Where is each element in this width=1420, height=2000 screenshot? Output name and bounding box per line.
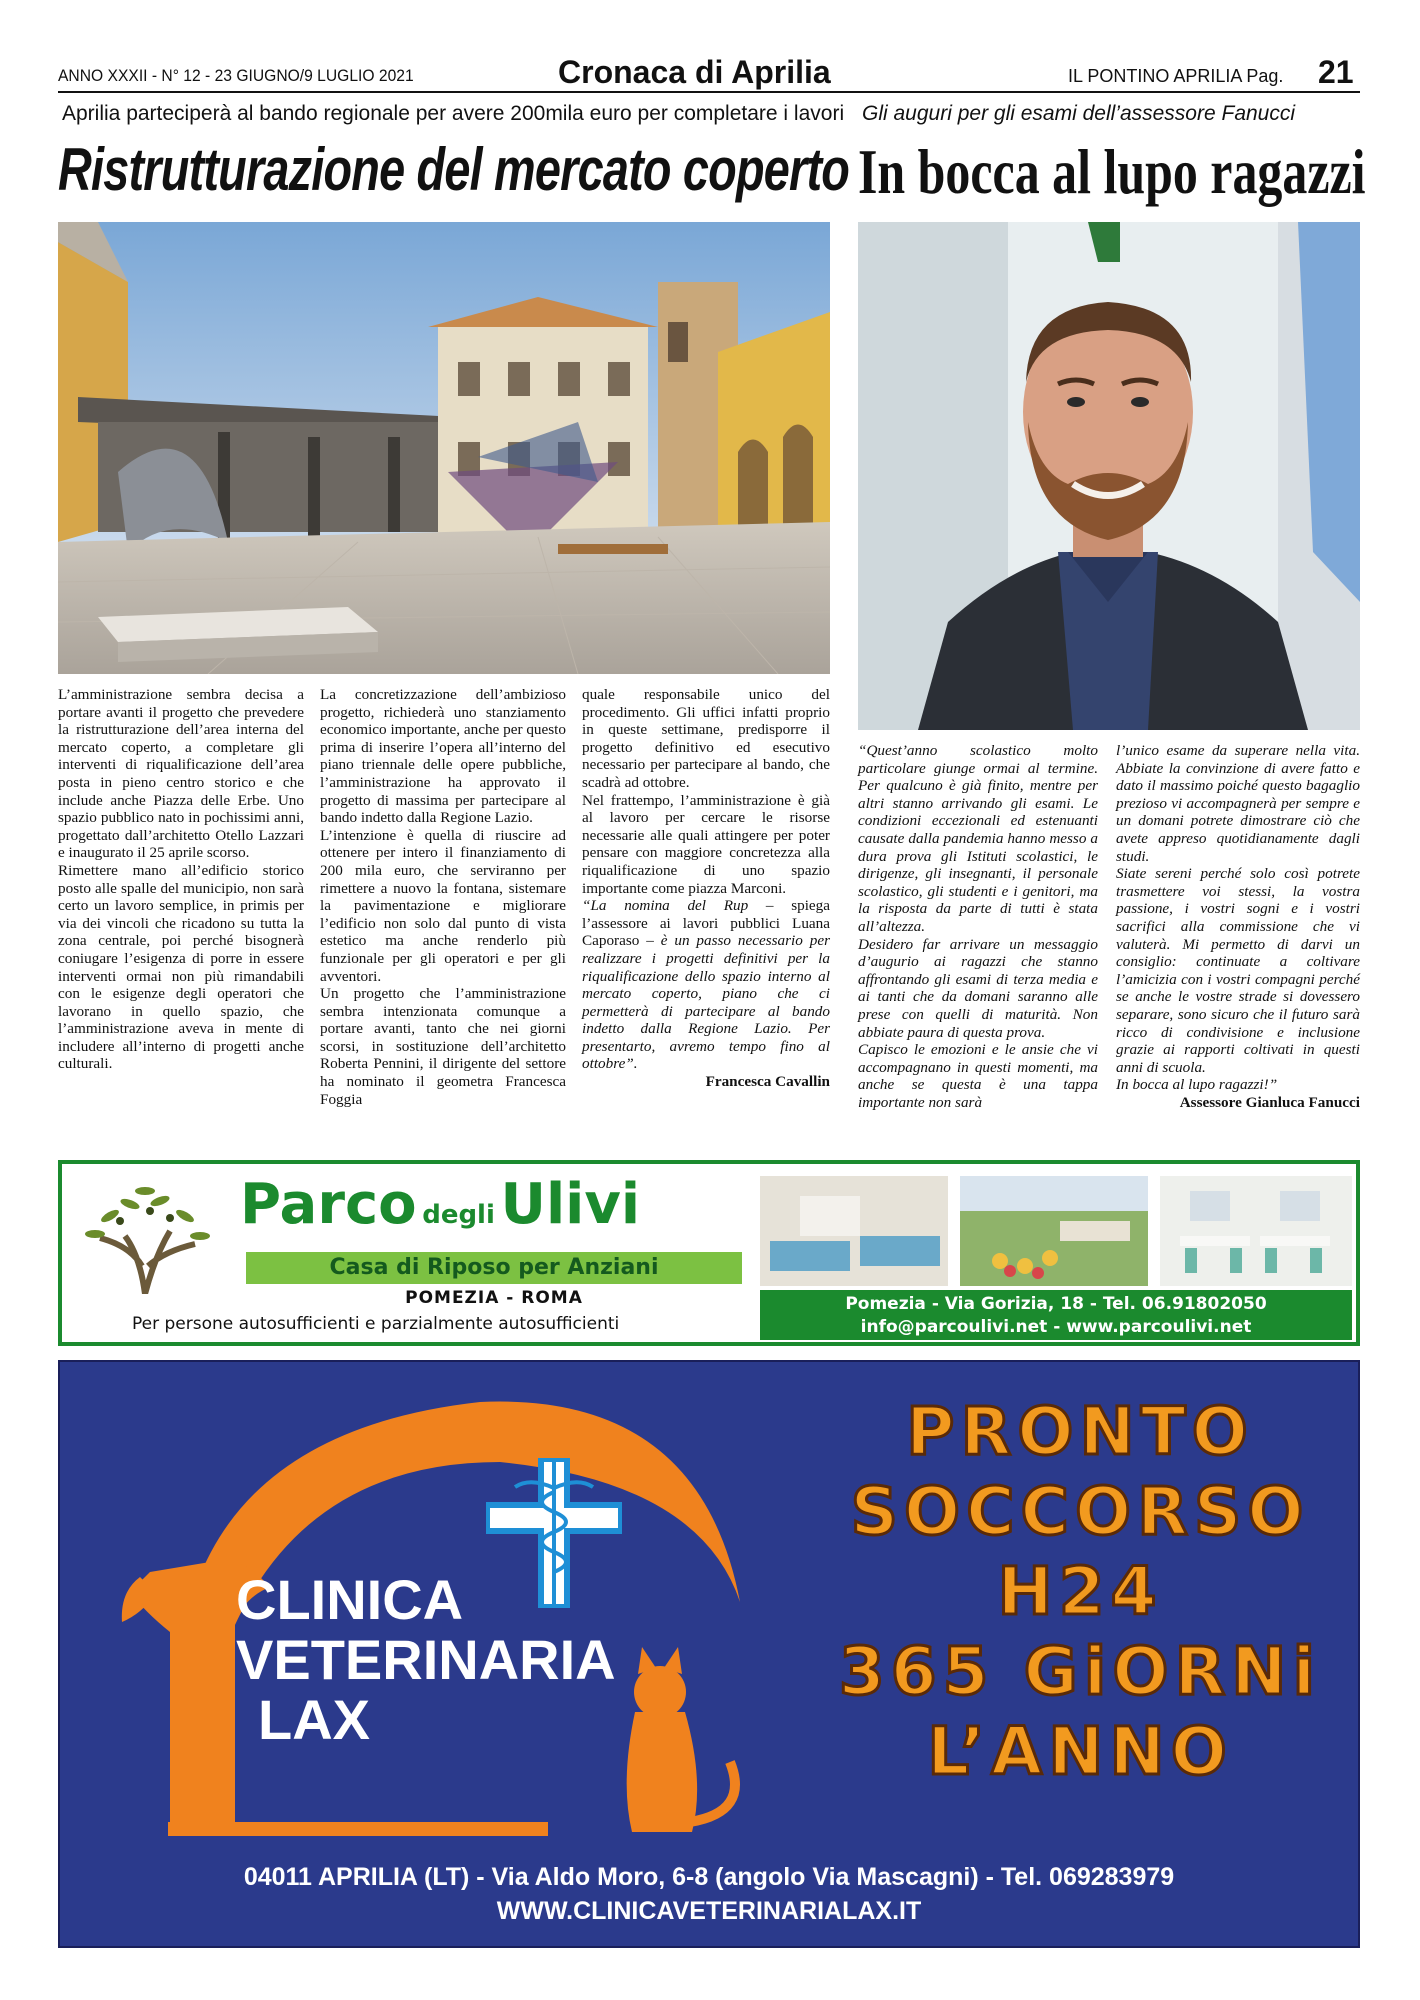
pronto-line-4: 365 GiORNi (838, 1633, 1322, 1710)
quote-text: è un passo necessario per realizzare i progetti definitivi per la riqualificazione dello spazio interno al mercato coperto, piano che ci permetterà di partecipare al bando indetto dalla Regione Lazio. Per presentarto, avremo tempo fino al ottobre”. (582, 932, 830, 1073)
paragraph: L’intenzione è quella di riuscire ad ottenere per intero il finanziamento di 200 mila euro, che serviranno per rimettere a nuovo la fontana, sistemare la pavimentazione e migliorare l’edificio non solo dal punto di vista estetico ma anche renderlo più funzionale per gli operatori e per gli avventori. (320, 826, 566, 985)
paragraph: l’unico esame da superare nella vita. Abbiate la convinzione di avere fatto e dato il massimo poiché questo bagaglio prezioso vi accompagnerà per sempre e un domani potrete dimostrare ciò che avete appreso quotidianamente dagli studi. (1116, 742, 1360, 865)
parco-name-b: degli (422, 1200, 495, 1230)
quote-lead: “La nomina del Rup (582, 897, 749, 915)
right-article-col-1 (858, 742, 1098, 1111)
pronto-soccorso-text (800, 1392, 1360, 1792)
parco-place: POMEZIA - ROMA (405, 1288, 583, 1308)
market-rendering-illustration (58, 222, 830, 674)
pronto-line-5: L’ANNO (927, 1713, 1233, 1790)
left-article-col-2 (320, 686, 566, 1108)
right-kicker: Gli auguri per gli esami dell’assessore Fanucci (862, 102, 1296, 125)
paragraph: Siate sereni perché solo così potrete trasmettere voi stessi, la vostra passione, i vostri sogni e i vostri sacrifici alla commissione che vi valuterà. Mi permetto di darvi un consiglio: continuate a coltivare l’amicizia con i vostri compagni perché se anche le vostre strade si dovessero separare, sono sicuro che il futuro sarà ricco di condivisione e inclusione grazie ai rapporti coltivati in questi anni di scuola. (1116, 865, 1360, 1076)
left-kicker: Aprilia parteciperà al bando regionale per avere 200mila euro per completare i lavori (62, 102, 845, 125)
portrait-illustration (858, 222, 1360, 730)
paragraph: Un progetto che l’amministrazione sembra intenzionata comunque a portare avanti, tanto che nei giorni scorsi, in sostituzione dell’architetto Roberta Pennini, il dirigente del settore ha nominato il geometra Francesca Foggia (320, 985, 566, 1108)
paragraph: quale responsabile unico del procedimento. Gli uffici infatti proprio in queste settimane, predisporre il progetto definitivo ed esecutivo necessario per partecipare al bando, che scadrà ad ottobre. (582, 686, 830, 791)
lax-line-3: LAX (258, 1688, 370, 1751)
parco-email-web: info@parcoulivi.net - www.parcoulivi.net (860, 1317, 1252, 1337)
paper-name: IL PONTINO APRILIA Pag. (1068, 66, 1284, 86)
right-author: Assessore Gianluca Fanucci (1179, 1093, 1360, 1111)
pronto-line-1: PRONTO (906, 1393, 1254, 1470)
parco-ulivi-ad (58, 1160, 1360, 1346)
paragraph: Rimettere mano all’edificio storico posto alle spalle del municipio, non sarà certo un lavoro semplice, in primis per via dei vincoli che ricadono su tutta la zona centrale, poi perché bisognerà coniugare l’esigenza di porre in essere interventi ormai non più rimandabili con le esigenze degli operatori che lavorano in quello spazio, che l’amministrazione aveva in mente di includere all’interno di progetti anche culturali. (58, 861, 304, 1073)
paragraph: Nel frattempo, l’amministrazione è già al lavoro per cercare le risorse necessarie alle quali attingere per poter pensare con maggiore concretezza alla riqualificazione di uno spazio importante come piazza Marconi. (582, 791, 830, 897)
assessor-portrait-photo (858, 222, 1360, 730)
parco-name-a: Parco (240, 1172, 417, 1237)
parco-name-c: Ulivi (500, 1172, 641, 1237)
pronto-line-2: SOCCORSO (850, 1473, 1310, 1550)
page-number: 21 (1318, 54, 1354, 90)
left-article-col-1 (58, 686, 304, 1073)
paragraph: Desidero far arrivare un messaggio d’augurio ai ragazzi che stanno affrontando gli esami di terza media e ai tanti che da domani saranno alle prese con quelli di maturità. Non abbiate paura di questa prova. (858, 935, 1098, 1041)
header-rule (58, 91, 1360, 93)
parco-address: Pomezia - Via Gorizia, 18 - Tel. 06.91802050 (845, 1294, 1267, 1314)
parco-tagline: Per persone autosufficienti e parzialmente autosufficienti (132, 1314, 620, 1334)
parco-photos (760, 1176, 1352, 1286)
right-article-col-2 (1116, 742, 1360, 1111)
lax-footer (60, 1860, 1358, 1928)
lax-website: WWW.CLINICAVETERINARIALAX.IT (496, 1897, 922, 1925)
olive-tree-logo (70, 1176, 220, 1294)
paragraph: La concretizzazione dell’ambizioso progetto, richiederà uno stanziamento economico importante, anche per questo prima di inserire l’opera all’interno del piano triennale delle opere pubbliche, l’amministrazione ha approvato il progetto di massima per partecipare al bando indetto dalla Regione Lazio. (320, 686, 566, 827)
lax-name (236, 1570, 616, 1750)
lax-line-1: CLINICA (236, 1568, 464, 1631)
parco-subtitle: Casa di Riposo per Anziani (246, 1252, 742, 1284)
cat-silhouette-icon (627, 1647, 735, 1832)
paragraph: In bocca al lupo ragazzi!” (1116, 1076, 1278, 1094)
lax-line-2: VETERINARIA (236, 1628, 616, 1691)
quote-paragraph (582, 897, 830, 1073)
left-article-col-3 (582, 686, 830, 1091)
lax-address: 04011 APRILIA (LT) - Via Aldo Moro, 6-8 (angolo Via Mascagni) - Tel. 069283979 (243, 1863, 1175, 1891)
paragraph: L’amministrazione sembra decisa a portare avanti il progetto che prevedere la ristrutturazione dell’area interna del mercato coperto, a completare gli interventi di riqualificazione dell’area posta in pieno centro storico e che include anche Piazza delle Erbe. Uno spazio pubblico nato in pochissimi anni, progettato dall’architetto Otello Lazzari e inaugurato il 25 aprile scorso. (58, 686, 304, 862)
quote-attribution: – spiega l’assessore ai lavori pubblici Luana Caporaso – (582, 897, 830, 950)
paragraph: “Quest’anno scolastico molto particolare giunge ormai al termine. Per qualcuno è già finito, mentre per altri stanno arrivando gli esami. Le condizioni eccezionali ed estenuanti causate dalla pandemia hanno messo a dura prova gli Istituti scolastici, le dirigenze, gli insegnanti, il personale scolastico, gli studenti e i genitori, ma la risposta da parte di tutti è stata all’altezza. (858, 742, 1098, 935)
clinica-lax-ad (58, 1360, 1360, 1948)
issue-info: ANNO XXXII - N° 12 - 23 GIUGNO/9 LUGLIO 2021 (58, 66, 414, 85)
left-headline: Ristrutturazione del mercato coperto (58, 136, 850, 203)
section-title: Cronaca di Aprilia (558, 54, 831, 90)
pronto-line-3: H24 (997, 1553, 1163, 1630)
paragraph: Capisco le emozioni e le ansie che vi accompagnano in questi momenti, ma anche se questa è una tappa importante non sarà (858, 1041, 1098, 1111)
left-author: Francesca Cavallin (705, 1073, 830, 1091)
parco-logo-text (240, 1172, 640, 1237)
market-rendering-photo (58, 222, 830, 674)
right-headline: In bocca al lupo ragazzi (858, 136, 1366, 207)
parco-contacts-box (760, 1290, 1352, 1340)
